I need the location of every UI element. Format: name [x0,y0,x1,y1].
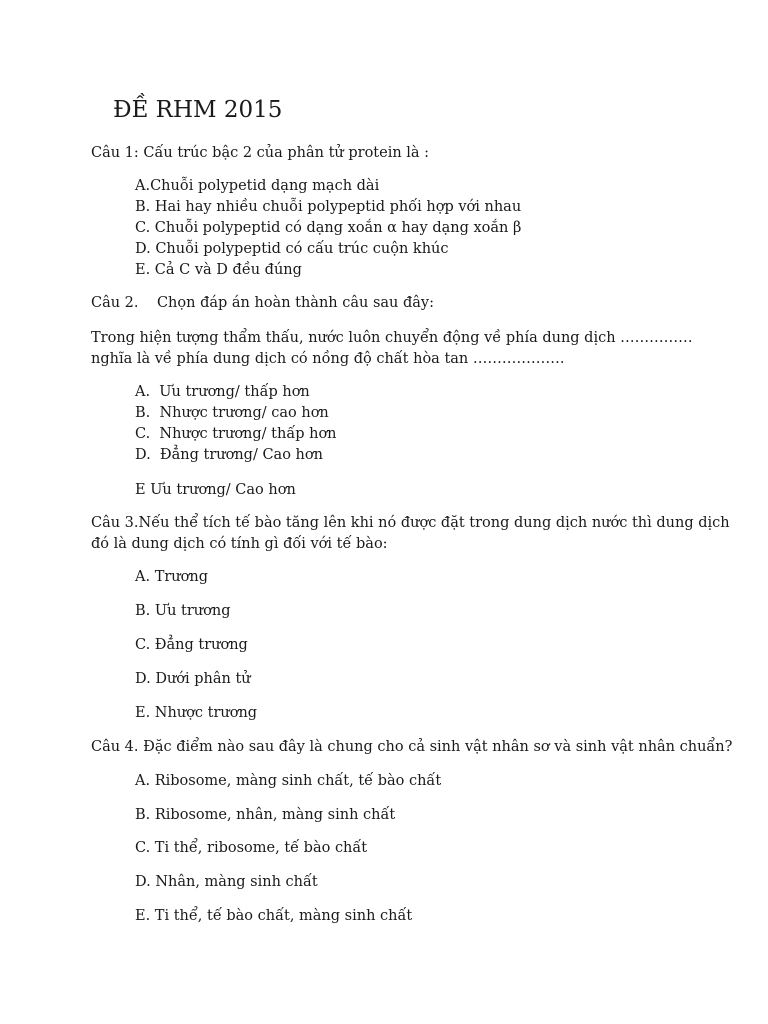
q4-option-a: A. Ribosome, màng sinh chất, tế bào chất [135,773,442,789]
q2-stem-line-2: nghĩa là về phía dung dịch có nồng độ chất hòa tan ………………. [91,351,565,367]
q4-option-b: B. Ribosome, nhân, màng sinh chất [135,807,396,823]
question-3-line-1: Câu 3.Nếu thể tích tế bào tăng lên khi nó được đặt trong dung dịch nước thì dung dịch [91,515,730,531]
q2-stem-line-1: Trong hiện tượng thẩm thấu, nước luôn chuyển động về phía dung dịch …………… [91,330,693,346]
question-1: Câu 1: Cấu trúc bậc 2 của phân tử protein là : [91,145,430,161]
q4-option-c: C. Ti thể, ribosome, tế bào chất [135,840,368,856]
question-3-line-2: đó là dung dịch có tính gì đối với tế bào: [91,536,388,552]
question-2: Câu 2. Chọn đáp án hoàn thành câu sau đây: [91,295,434,311]
q4-option-e: E. Ti thể, tế bào chất, màng sinh chất [135,908,413,924]
document-title: ĐỀ RHM 2015 [113,97,283,123]
q3-option-e: E. Nhược trương [135,705,258,721]
q1-option-e: E. Cả C và D đều đúng [135,262,302,278]
q2-option-e: E Ưu trương/ Cao hơn [135,482,296,498]
q1-option-c: C. Chuỗi polypeptid có dạng xoắn α hay dạng xoắn β [135,220,522,236]
q3-option-d: D. Dưới phân tử [135,671,251,687]
q1-option-b: B. Hai hay nhiều chuỗi polypeptid phối hợp với nhau [135,199,522,215]
q4-option-d: D. Nhân, màng sinh chất [135,874,318,890]
q2-option-c: C. Nhược trương/ thấp hơn [135,426,337,442]
q3-option-a: A. Trương [135,569,208,585]
q1-option-a: A.Chuỗi polypetid dạng mạch dài [135,178,380,194]
q2-option-d: D. Đẳng trương/ Cao hơn [135,447,323,463]
q3-option-b: B. Ưu trương [135,603,231,619]
q3-option-c: C. Đẳng trương [135,637,248,653]
q2-option-b: B. Nhược trương/ cao hơn [135,405,329,421]
q1-option-d: D. Chuỗi polypeptid có cấu trúc cuộn khúc [135,241,449,257]
question-4: Câu 4. Đặc điểm nào sau đây là chung cho cả sinh vật nhân sơ và sinh vật nhân chuẩn? [91,739,733,755]
q2-option-a: A. Ưu trương/ thấp hơn [135,384,310,400]
